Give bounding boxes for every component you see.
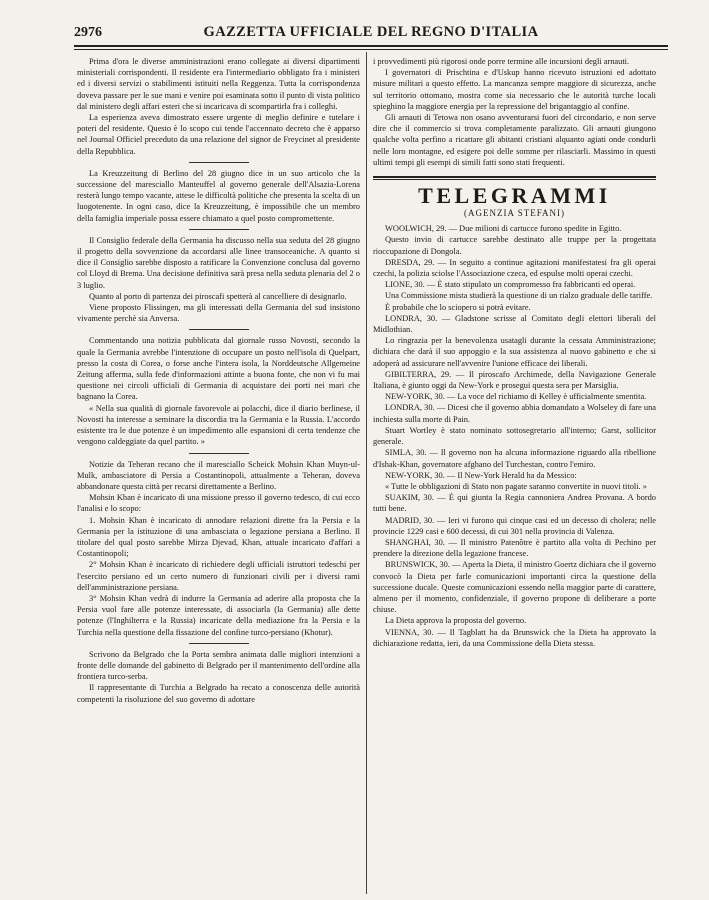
paragraph: La Kreuzzeitung di Berlino del 28 giugno dice in un suo articolo che la successione del maresciallo Manteuffel al governo generale dell'Alsazia-Lorena resterà lungo tempo vacante, attese le difficoltà politiche che presenta la scelta di un luogotenente. In ogni caso, dice la Kreuzzeitung, è impossibile che un membro della famiglia imperiale possa essere chiamato a quel posto compromettente. [77, 168, 360, 223]
telegram-entry: WOOLWICH, 29. — Due milioni di cartucce furono spedite in Egitto. [385, 224, 622, 234]
article-alsace-lorraine [77, 168, 360, 224]
section-separator [189, 643, 249, 644]
telegram-entry: NEW-YORK, 30. — Il New-York Herald ha da Messico: [385, 470, 577, 480]
paragraph: « Nella sua qualità di giornale favorevole ai polacchi, dice il diario berlinese, il Novosti ha interesse a seminare la discordia tra la Germania e la Russia. L'accordo esistente tra le due potenze è un impedimento alle espansioni di certa tendenze che vengono caldeggiate da quel partito. » [77, 403, 360, 447]
right-column [373, 56, 656, 894]
section-separator [189, 229, 249, 230]
telegram-entry: Lo ringrazia per la benevolenza usatagli durante la cessata Amministrazione; dichiara che darà il suo appoggio e la sua assistenza al nuovo gabinetto e che si adoperà ad assicurare nell'avvenire l'unione efficace dei liberali. [373, 336, 656, 368]
telegram-list [373, 223, 656, 649]
telegram-entry: LONDRA, 30. — Gladstone scrisse al Comitato degli elettori liberali del Midlothian. [373, 313, 656, 335]
article-tunisia-residency [77, 56, 360, 157]
paragraph: Viene proposto Flissingen, ma gli interessati della Germania del sud insistono vivamente perchè sia Anversa. [77, 303, 360, 324]
page-header [74, 24, 668, 44]
paragraph: 3° Mohsin Khan vedrà di indurre la Germania ad aderire alla proposta che la Persia vuol fare alle potenze interessate, di associarla (la Germania) alle dette potenze (l'Inghilterra e la Russia) incaricate della mediazione fra la Persia e la Turchia nella questione della fissazione del confine turco-persiano (Khotur). [77, 593, 360, 637]
page-number: 2976 [74, 25, 102, 40]
article-quelpart [77, 335, 360, 447]
section-separator [189, 162, 249, 163]
agency-subheading: (AGENZIA STEFANI) [463, 208, 566, 219]
telegram-entry: È probabile che lo sciopero si potrà evitare. [385, 302, 531, 312]
telegram-entry: DRESDA, 29. — In seguito a continue agitazioni manifestatesi fra gli operai czechi, la polizia sciolse l'Associazione czeca, ed espulse molti operai czechi. [373, 257, 656, 279]
paragraph: 1. Mohsin Khan è incaricato di annodare relazioni dirette fra la Persia e la Germania per la istituzione di una ambasciata o legazione persiana a Berlino. Il titolare del qual posto sarebbe Mirza Djevad, Khan, attuale incaricato d'affari a Costantinopoli; [77, 515, 360, 559]
column-divider [366, 52, 367, 894]
paragraph: i provvedimenti più rigorosi onde porre termine alle incursioni degli arnauti. [373, 57, 630, 66]
section-separator [189, 329, 249, 330]
paragraph: Prima d'ora le diverse amministrazioni erano collegate ai diversi dipartimenti ministeriali corrispondenti. Il residente era l'intermediario obbligato fra i ministeri ed i diversi servizi o stabilimenti istituiti nella Reggenza. Tutta la corrispondenza doveva passare per le sue mani e venire poi esaminata sotto il punto di vista politico dal ministero degli affari esteri che si incaricava di scompartirla fra i colleghi. [77, 57, 360, 111]
telegram-entry: Stuart Wortley è stato nominato sottosegretario all'interno; Garst, sollicitor generale. [373, 425, 656, 447]
paragraph: I governatori di Prischtina e d'Uskup hanno ricevuto istruzioni ed adottato misure militari a questo effetto. La mancanza sempre maggiore di sicurezza, anche sul territorio ottomano, mostra come sia necessario che le autorità turche locali spieghino la maggiore energia per la repressione del brigantaggio al confine. [373, 68, 656, 111]
telegram-entry: Questo invio di cartucce sarebbe destinato alle truppe per la progettata rioccupazione di Dongola. [373, 235, 656, 256]
paragraph: Quanto al porto di partenza dei piroscafi spetterà al cancelliere di designarlo. [89, 291, 347, 301]
telegram-entry: LONDRA, 30. — Dicesi che il governo abbia domandato a Wolseley di fare una inchiesta sulla morte di Pain. [373, 403, 656, 424]
telegram-entry: Una Commissione mista studierà la questione di un rialzo graduale delle tariffe. [385, 291, 653, 301]
telegram-entry: GIBILTERRA, 29. — Il piroscafo Archimede, della Navigazione Generale Italiana, è giunto oggi da New-York e prosegui questa sera per Marsiglia. [373, 369, 656, 391]
telegram-entry: VIENNA, 30. — Il Tagblatt ha da Brunswick che la Dieta ha approvato la dichiarazione redatta, ieri, da una Commissione della Dieta stessa. [373, 627, 656, 648]
paragraph: 2° Mohsin Khan è incaricato di richiedere degli ufficiali istruttori tedeschi per l'esercito persiano ed un certo numero di funzionari civili per i diversi rami dell'amministrazione persiana. [77, 560, 360, 592]
telegram-entry: SIMLA, 30. — Il governo non ha alcuna informazione riguardo alla ribellione d'Ishak-Khan, governatore afghano del Turchestan, contro l'emiro. [373, 448, 656, 469]
article-persia-mission [77, 459, 360, 638]
telegram-rule [373, 176, 656, 180]
telegram-entry: SUAKIM, 30. — È qui giunta la Regia cannoniera Andrea Provana. A bordo tutti bene. [373, 493, 656, 514]
telegram-entry: « Tutte le obbligazioni di Stato non pagate saranno convertite in nuovi titoli. » [385, 481, 647, 491]
paragraph: Commentando una notizia pubblicata dal giornale russo Novosti, secondo la quale la Germania avrebbe l'intenzione di occupare un posto nell'isola di Quelpart, presso la costa di Corea, o forse anche l'intera isola, la Norddeutsche Allgemeine Zeitung afferma, sulla fede d'informazioni attinte a buona fonte, che non vi fu mai questione nei circoli ufficiali di Germania di acquistare dei porti nei mari che bagnano la Corea. [77, 336, 360, 402]
article-belgrade [77, 649, 360, 705]
telegrams-heading: TELEGRAMMI [418, 183, 611, 209]
paragraph: Notizie da Teheran recano che il maresciallo Scheick Mohsin Khan Muyn-ul-Mulk, ambasciatore di Persia a Costantinopoli, attualmente a Teheran, doveva abbandonare questa città per recarsi direttamente a Berlino. [77, 459, 360, 491]
paragraph: Il Consiglio federale della Germania ha discusso nella sua seduta del 28 giugno il progetto della sovvenzione da accordarsi alle linee transoceaniche. A quanto si dice il Consiglio sarebbe disposto a ratificare la Convenzione conclusa dal governo col Lloyd di Brema. Una decisione definitiva sarà presa nella seduta plenaria del 2 o 3 luglio. [77, 235, 360, 290]
article-federal-council [77, 235, 360, 325]
paragraph: La esperienza aveva dimostrato essere urgente di meglio definire e tutelare i poteri del residente. Questo è lo scopo cui tende l'accennato decreto che è apparso nel Journal Officiel preceduto da una relazione del signor de Freycinet al presidente della Repubblica. [77, 113, 360, 156]
telegram-entry: NEW-YORK, 30. — La voce del richiamo di Kelley è ufficialmente smentita. [385, 392, 647, 402]
telegram-entry: BRUNSWICK, 30. — Aperta la Dieta, il ministro Goertz dichiara che il governo convocò la Dieta per farle comunicazioni importanti circa la questione della successione ducale. Queste comunicazioni essendo nella maggior parte di carattere, almeno per il momento, confidenziale, il governo propone di deliberare a porte chiuse. [373, 560, 656, 615]
telegram-entry: MADRID, 30. — Ieri vi furono qui cinque casi ed un decesso di cholera; nelle provincie 1229 casi e 600 decessi, di cui 301 nella provincia di Valenza. [373, 515, 656, 536]
paragraph: Il rappresentante di Turchia a Belgrado ha recato a conoscenza delle autorità competenti la risoluzione del suo governo di adottare [77, 683, 360, 704]
paragraph: Mohsin Khan è incaricato di una missione presso il governo tedesco, di cui ecco l'analisi e lo scopo: [77, 493, 360, 514]
telegram-entry: SHANGHAI, 30. — Il ministro Patenôtre è partito alla volta di Pechino per prendere la direzione della legazione francese. [373, 537, 656, 559]
section-separator [189, 453, 249, 454]
telegram-entry: LIONE, 30. — È stato stipulato un compromesso fra fabbricanti ed operai. [385, 280, 636, 290]
telegram-entry: La Dieta approva la proposta del governo. [385, 616, 527, 626]
paragraph: Gli arnauti di Tetowa non osano avventurarsi fuori del circondario, e non serve dire che il commercio si trova completamente paralizzato. Gli arnauti giungono qualche volta perfino a ricattare gli abitanti cristiani alquanto agiati onde condurli nelle loro montagne, ed esigere poi delle somme per rilasciarli. Massimo in questi ultimi tempi gli esempi di simili fatti sono stati frequenti. [373, 113, 656, 167]
masthead-title: GAZZETTA UFFICIALE DEL REGNO D'ITALIA [203, 24, 539, 40]
paragraph: Scrivono da Belgrado che la Porta sembra animata dalle migliori intenzioni a fronte delle domande del gabinetto di Belgrado per il mantenimento dell'ordine alla frontiera turco-serba. [77, 649, 360, 682]
article-belgrade-continued [373, 56, 656, 168]
left-column [77, 56, 360, 894]
header-rule [74, 45, 668, 50]
